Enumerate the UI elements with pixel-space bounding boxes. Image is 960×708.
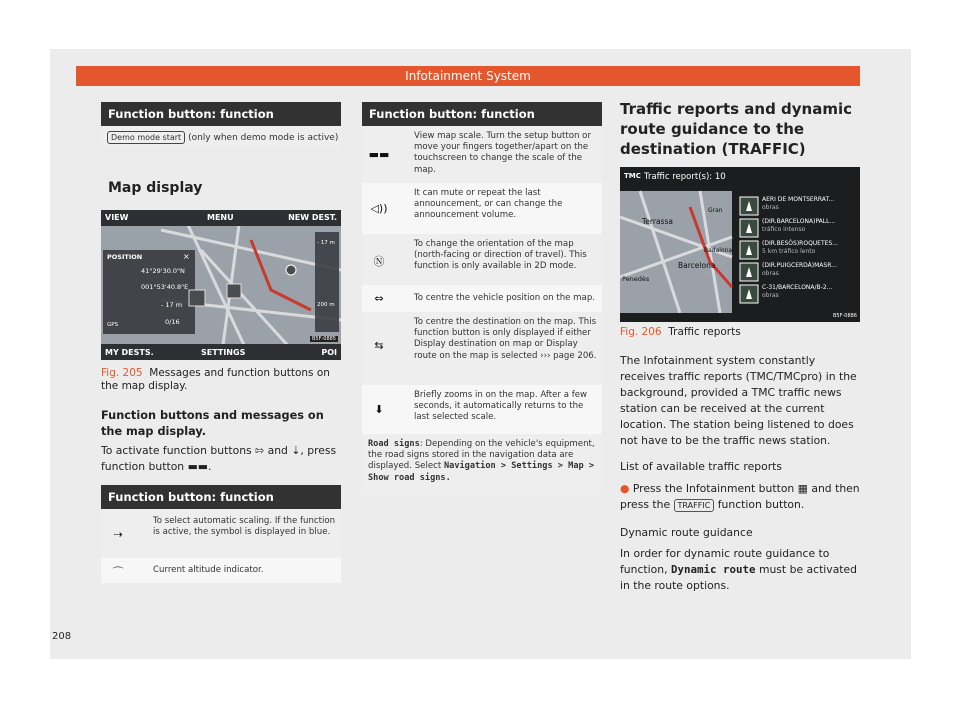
figure-caption: Fig. 206 Traffic reports <box>620 326 741 338</box>
page-number: 208 <box>52 631 72 642</box>
map-display-figure <box>101 210 341 360</box>
scale-top-label: - 17 m <box>317 240 335 246</box>
poi-button: POI <box>321 348 337 357</box>
map-city-label: Terrassa <box>642 217 673 226</box>
table-row: ⇢ To select automatic scaling. If the function is active, the symbol is displayed in blue. <box>101 509 341 558</box>
zoom-pin-icon: ⬇ <box>374 403 384 416</box>
page-header: Infotainment System <box>76 66 860 86</box>
compass-icon: Ⓝ <box>373 255 385 268</box>
traffic-item: (DIR.BARCELONA)PALL... tráfico intenso <box>762 218 836 233</box>
scale-bottom-label: 200 m <box>317 302 335 308</box>
gps-label: GPS <box>107 322 119 328</box>
map-display-heading: Map display <box>108 180 203 196</box>
function-buttons-text: To activate function buttons ⇰ and ⇣, press function button ▬▬. <box>101 444 337 473</box>
traffic-item: (DIR.PUIGCERDÀ)MASR... obras <box>762 262 837 277</box>
view-button: VIEW <box>105 213 129 222</box>
altitude-value: - 17 m <box>161 301 183 309</box>
info-button-icon: ▦ <box>797 482 808 495</box>
centre-vehicle-icon: ⇔ <box>374 292 384 305</box>
table-row: Ⓝ To change the orientation of the map (north-facing or direction of travel). This function is only available in 2D mode. <box>362 234 602 285</box>
table-row: ⬇ Briefly zooms in on the map. After a few seconds, it automatically returns to the last selected scale. <box>362 385 602 434</box>
dynamic-route-text: In order for dynamic route guidance to function, Dynamic route must be activated in the route options. <box>620 547 858 592</box>
traffic-heading: Traffic reports and dynamic route guidance to the destination (TRAFFIC) <box>620 100 853 158</box>
dynamic-route-heading: Dynamic route guidance <box>620 526 753 539</box>
map-city-label: Penedès <box>622 275 650 283</box>
traffic-item: (DIR.BESÒS)ROQUETES... 5 km tráfico lento <box>762 240 838 255</box>
figure-code: B5F-0885 <box>311 336 336 342</box>
altitude-icon: ⌒ <box>112 566 124 579</box>
traffic-button: TRAFFIC <box>674 499 715 512</box>
map-city-label: Gran <box>708 207 723 214</box>
table-header: Function button: function <box>101 485 341 509</box>
longitude-value: 001°53'40.8"E <box>141 283 189 291</box>
announcement-icon: ◁)) <box>370 202 388 215</box>
map-city-label: Badalona <box>704 247 733 254</box>
traffic-item: C-31/BARCELONA/B-2... obras <box>762 284 833 299</box>
traffic-paragraph: The Infotainment system constantly receives traffic reports (TMC/TMCpro) in the background, provided a TMC traffic news station can be received at the current location. The station being listened to does not have to be the traffic news station. <box>620 354 857 447</box>
table-row: ⌒ Current altitude indicator. <box>101 558 341 583</box>
table-row: ⇆ To centre the destination on the map. This function button is only displayed if either Display destination on map or Display route on the map is selected ››› page 206. <box>362 312 602 385</box>
list-heading: List of available traffic reports <box>620 460 783 473</box>
settings-button: SETTINGS <box>201 348 246 357</box>
new-dest-button: NEW DEST. <box>288 213 337 222</box>
centre-destination-icon: ⇆ <box>374 339 384 352</box>
traffic-reports-figure <box>620 167 860 322</box>
menu-button: MENU <box>207 213 234 222</box>
demo-mode-text: (only when demo mode is active) <box>188 133 339 143</box>
latitude-value: 41°29'30.0"N <box>141 267 185 275</box>
close-icon: × <box>183 252 190 261</box>
demo-mode-button: Demo mode start <box>107 131 185 144</box>
map-city-label: Barcelona <box>678 261 716 270</box>
table-row: Road signs: Depending on the vehicle's equipment, the road signs stored in the navigation data are displayed. Select Navigation > Settings > Map > Show road signs. <box>362 434 602 494</box>
position-title: POSITION <box>107 253 143 261</box>
satellite-count: 0/16 <box>165 318 180 326</box>
auto-zoom-icon: ⇢ <box>113 528 123 541</box>
list-item: ● Press the Infotainment button ▦ and then press the TRAFFIC function button. <box>620 482 860 511</box>
table-row: ◁)) It can mute or repeat the last announcement, or can change the announcement volume. <box>362 183 602 234</box>
table-row: ▬▬ View map scale. Turn the setup button or move your fingers together/apart on the touchscreen to change the scale of the map. <box>362 126 602 183</box>
traffic-item: AERI DE MONTSERRAT... obras <box>762 196 835 211</box>
scale-icon: ▬▬ <box>368 148 390 161</box>
tmc-label: TMC <box>624 172 641 180</box>
function-buttons-heading: Function buttons and messages on the map display. <box>101 409 324 438</box>
table-row <box>101 126 341 148</box>
table-header: Function button: function <box>101 102 341 126</box>
figure-caption: Fig. 205 Messages and function buttons on the map display. <box>101 367 330 392</box>
figure-code: B5F-0886 <box>832 313 857 319</box>
table-row: ⇔ To centre the vehicle position on the map. <box>362 285 602 312</box>
table-header: Function button: function <box>362 102 602 126</box>
traffic-reports-title: Traffic report(s): 10 <box>644 172 726 182</box>
my-dests-button: MY DESTS. <box>105 348 154 357</box>
